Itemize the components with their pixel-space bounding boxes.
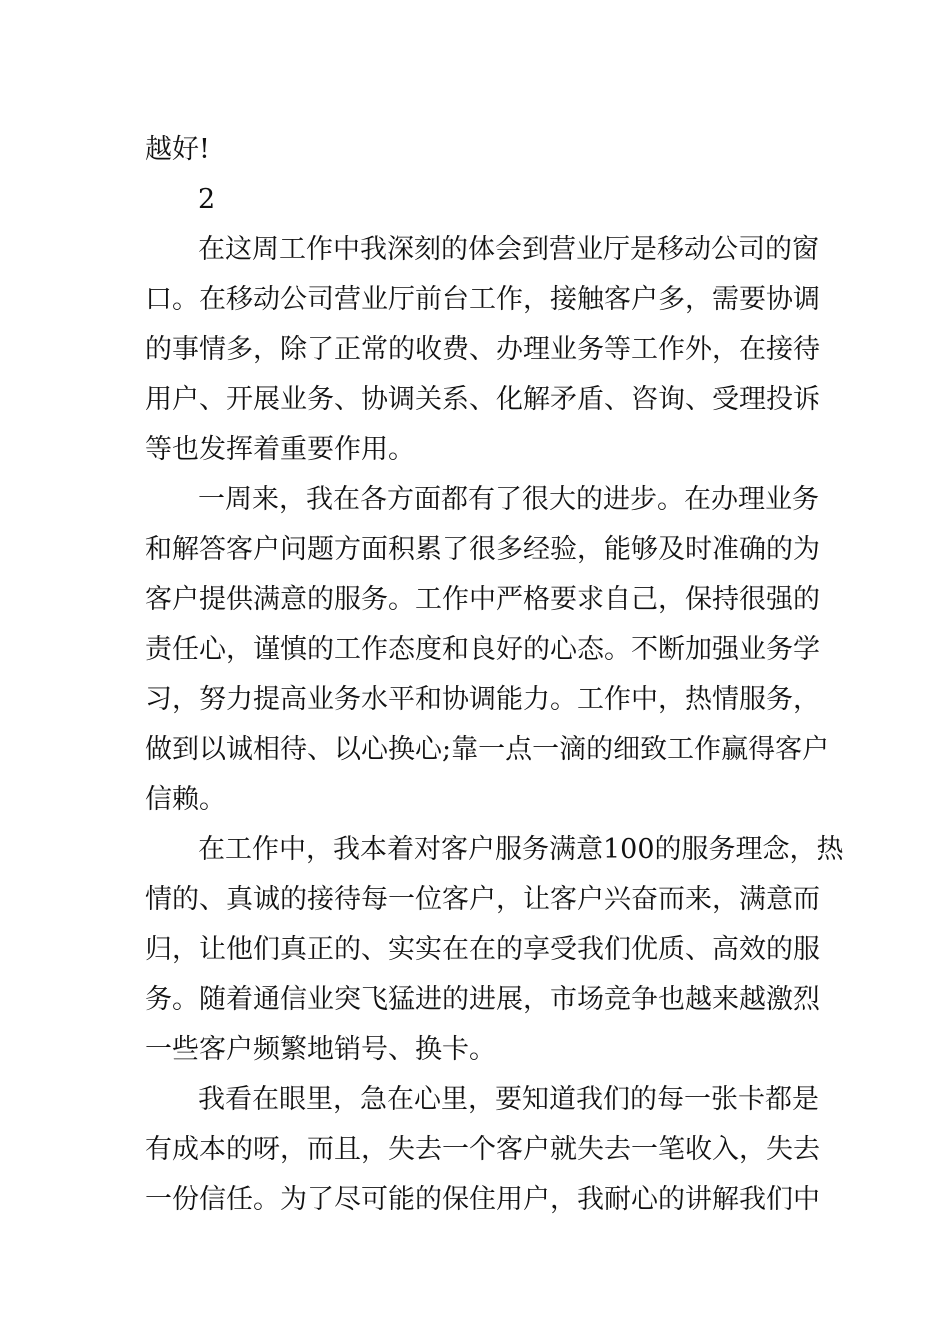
text-line: 一周来，我在各方面都有了很大的进步。在办理业务 [198,484,819,515]
text-line: 一份信任。为了尽可能的保住用户，我耐心的讲解我们中 [145,1184,820,1215]
text-line: 的事情多，除了正常的收费、办理业务等工作外，在接待 [145,334,820,365]
text-line: 口。在移动公司营业厅前台工作，接触客户多，需要协调 [145,284,820,315]
text-line: 责任心，谨慎的工作态度和良好的心态。不断加强业务学 [145,634,820,665]
text-line: 越好! [145,134,210,165]
text-line: 务。随着通信业突飞猛进的进展，市场竞争也越来越激烈 [145,984,820,1015]
text-line: 和解答客户问题方面积累了很多经验，能够及时准确的为 [145,534,820,565]
section-number: 2 [198,184,216,215]
text-line: 在工作中，我本着对客户服务满意100的服务理念，热 [198,834,844,865]
text-line: 做到以诚相待、以心换心;靠一点一滴的细致工作赢得客户 [145,734,830,765]
text-line: 我看在眼里，急在心里，要知道我们的每一张卡都是 [198,1084,819,1115]
text-line: 信赖。 [145,784,226,815]
text-line: 在这周工作中我深刻的体会到营业厅是移动公司的窗 [198,234,819,265]
text-line: 归，让他们真正的、实实在在的享受我们优质、高效的服 [145,934,820,965]
text-line: 一些客户频繁地销号、换卡。 [145,1034,496,1065]
text-line: 习，努力提高业务水平和协调能力。工作中，热情服务， [145,684,820,715]
text-line: 用户、开展业务、协调关系、化解矛盾、咨询、受理投诉 [145,384,820,415]
text-line: 有成本的呀，而且，失去一个客户就失去一笔收入，失去 [145,1134,820,1165]
text-line: 等也发挥着重要作用。 [145,434,415,465]
text-line: 情的、真诚的接待每一位客户，让客户兴奋而来，满意而 [145,884,820,915]
text-line: 客户提供满意的服务。工作中严格要求自己，保持很强的 [145,584,820,615]
